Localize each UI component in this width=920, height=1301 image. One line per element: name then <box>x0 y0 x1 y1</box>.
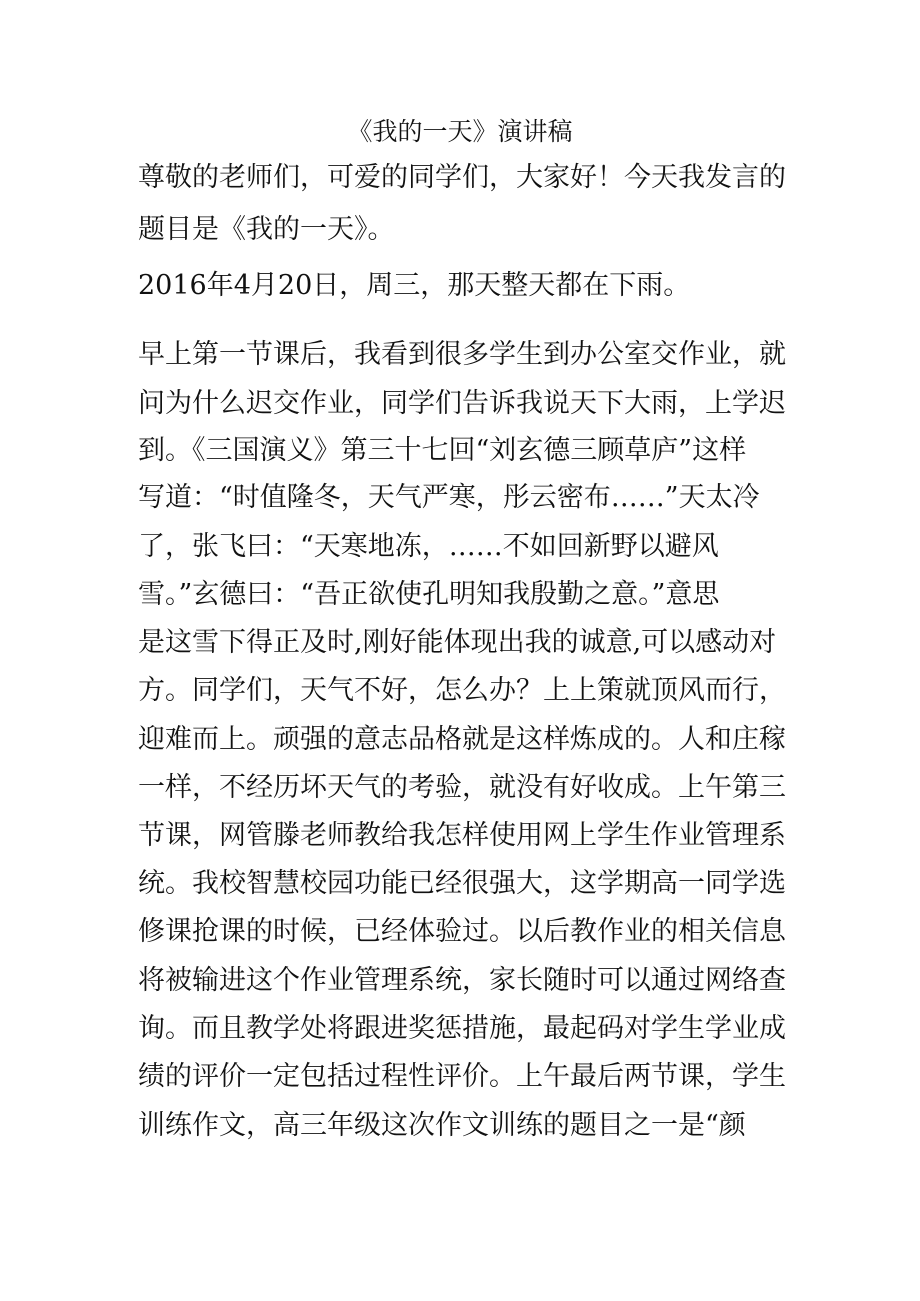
body-line: 迎难而上。顽强的意志品格就是这样炼成的。人和庄稼 <box>138 724 786 755</box>
document-title: 《我的一天》演讲稿 <box>347 117 573 146</box>
greeting-line: 尊敬的老师们，可爱的同学们，大家好！今天我发言的 <box>138 162 786 193</box>
body-line: 早上第一节课后，我看到很多学生到办公室交作业，就 <box>138 339 786 370</box>
body-line: 节课，网管滕老师教给我怎样使用网上学生作业管理系 <box>138 820 786 851</box>
greeting-line: 题目是《我的一天》。 <box>138 214 395 245</box>
body-line: 将被输进这个作业管理系统，家长随时可以通过网络查 <box>138 965 786 996</box>
body-line: 绩的评价一定包括过程性评价。上午最后两节课，学生 <box>138 1061 786 1092</box>
body-line: 修课抢课的时候，已经体验过。以后教作业的相关信息 <box>138 916 786 947</box>
body-line: 问为什么迟交作业，同学们告诉我说天下大雨，上学迟 <box>138 388 786 419</box>
body-line: 雪。”玄德曰：“吾正欲使孔明知我殷勤之意。”意思 <box>138 579 720 610</box>
body-line: 一样，不经历坏天气的考验，就没有好收成。上午第三 <box>138 772 786 803</box>
body-line: 统。我校智慧校园功能已经很强大，这学期高一同学选 <box>138 868 786 899</box>
body-line: 训练作文，高三年级这次作文训练的题目之一是“颜 <box>138 1110 746 1141</box>
body-line: 了，张飞曰：“天寒地冻，……不如回新野以避风 <box>138 531 719 562</box>
body-line: 是这雪下得正及时,刚好能体现出我的诚意,可以感动对 <box>138 627 777 658</box>
body-line: 到。《三国演义》第三十七回“刘玄德三顾草庐”这样 <box>138 435 747 466</box>
body-line: 方。同学们，天气不好，怎么办？上上策就顶风而行， <box>138 675 786 706</box>
date-line: 2016年4月20日，周三，那天整天都在下雨。 <box>138 270 691 301</box>
body-line: 写道：“时值隆冬，天气严寒，彤云密布……”天太冷 <box>138 482 760 513</box>
body-line: 询。而且教学处将跟进奖惩措施，最起码对学生学业成 <box>138 1013 786 1044</box>
